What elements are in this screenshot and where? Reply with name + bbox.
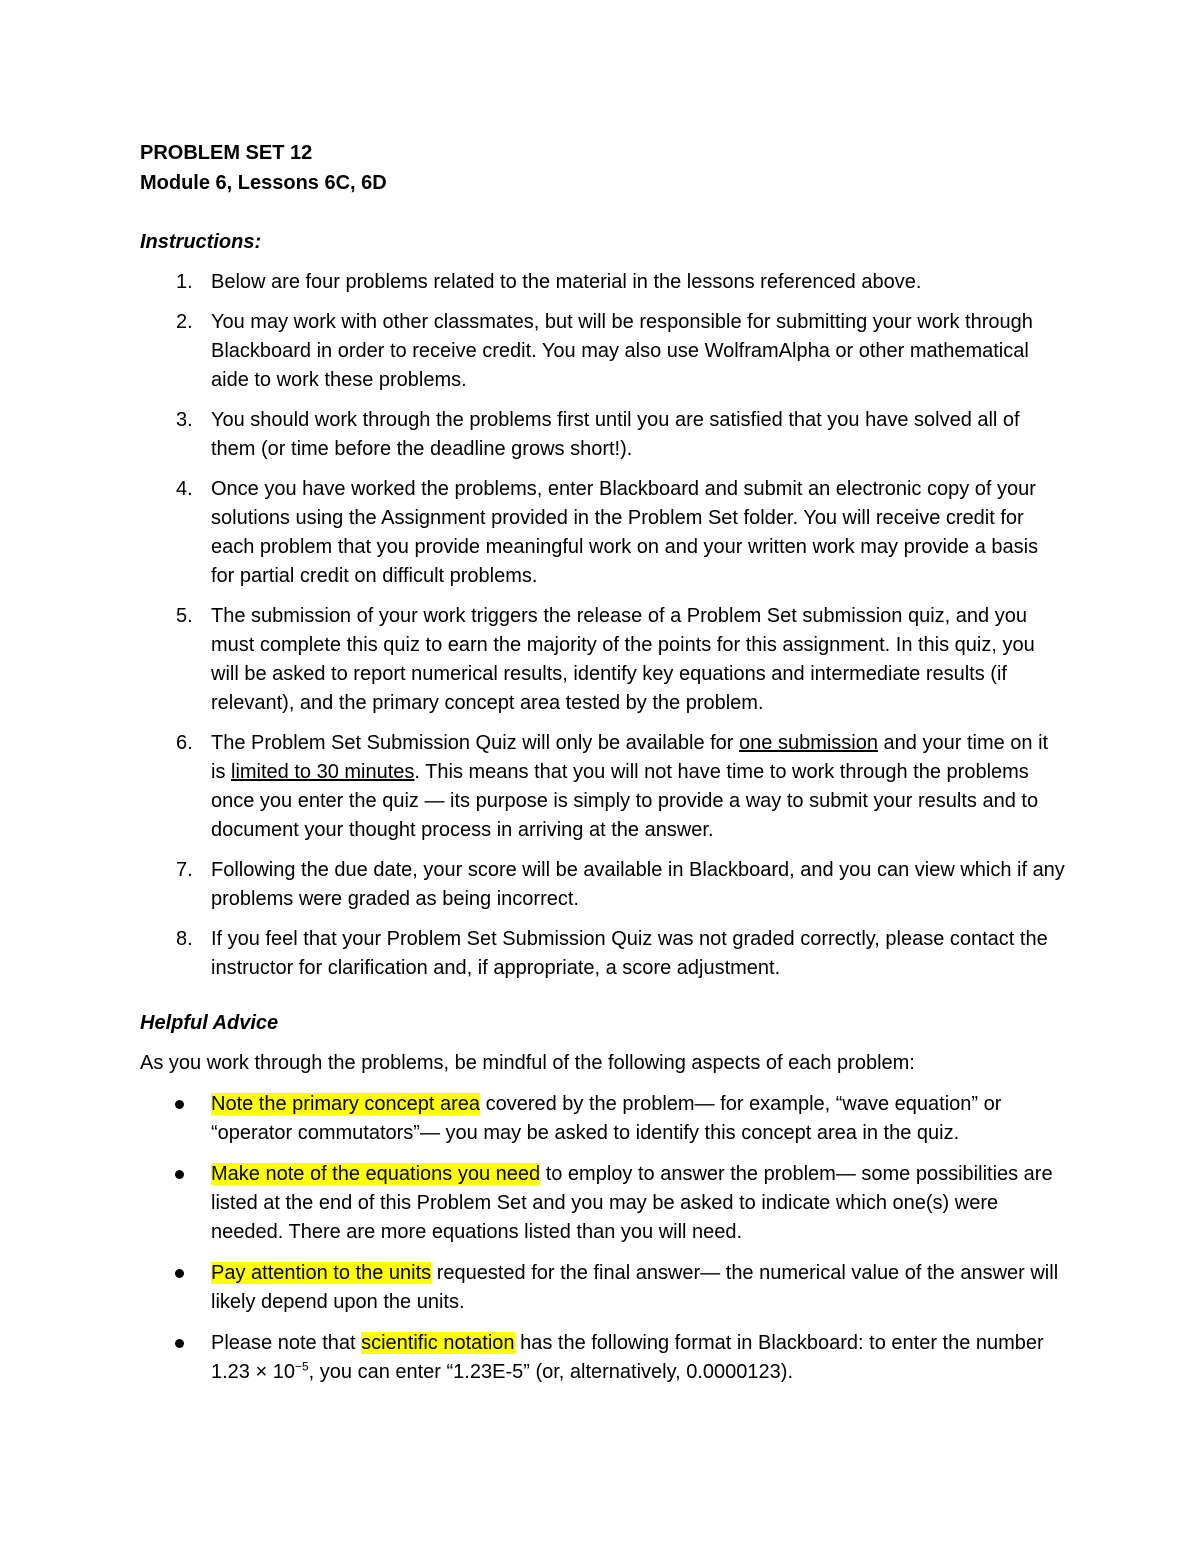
item-text: Following the due date, your score will be available in Blackboard, and you can view which if any problems were graded as being incorrect. [211,859,1065,910]
item-number: 5. [176,605,193,627]
list-item [140,1329,1065,1387]
list-item [140,1090,1065,1148]
list-item [140,308,1065,395]
item-text: requested for the final answer— the numerical value of the answer will likely depend upon the units. [211,1262,1059,1313]
item-text: Below are four problems related to the material in the lessons referenced above. [211,271,922,293]
item-text-part: Please note that [211,1332,362,1354]
item-text-part: . This means that you will not have time to work through the problems once you enter the quiz — its purpose is simply to provide a way to submit your results and to document your thought process in arriving at the answer. [211,761,1039,841]
highlighted-text: scientific notation [361,1332,515,1354]
item-text: covered by the problem— for example, “wave equation” or “operator commutators”— you may be asked to identify this concept area in the quiz. [211,1093,1002,1144]
item-text: Once you have worked the problems, enter Blackboard and submit an electronic copy of your solutions using the Assignment provided in the Problem Set folder. You will receive credit for each problem that you provide meaningful work on and your written work may provide a basis for partial credit on difficult problems. [211,478,1039,587]
item-text: If you feel that your Problem Set Submission Quiz was not graded correctly, please contact the instructor for clarification and, if appropriate, a score adjustment. [211,928,1048,979]
item-number: 8. [176,928,193,950]
item-text: You should work through the problems first until you are satisfied that you have solved all of them (or time before the deadline grows short!). [211,409,1020,460]
bullet-icon [175,1269,184,1278]
page-title: PROBLEM SET 12 [140,142,313,164]
bullet-icon [175,1170,184,1179]
list-item [140,475,1065,591]
highlighted-text: Pay attention to the units [211,1262,432,1284]
list-item [140,1259,1065,1317]
document-page [140,138,1065,1399]
underlined-text: one submission [739,732,878,754]
underlined-text: limited to 30 minutes [231,761,415,783]
item-number: 4. [176,478,193,500]
list-item [140,406,1065,464]
page-subtitle: Module 6, Lessons 6C, 6D [140,172,387,194]
list-item [140,729,1065,845]
title-block [140,138,1065,198]
list-item [140,1160,1065,1247]
item-text-part: The Problem Set Submission Quiz will only be available for [211,732,740,754]
instructions-heading: Instructions: [140,231,262,253]
list-item [140,856,1065,914]
item-number: 3. [176,409,193,431]
advice-intro: As you work through the problems, be mindful of the following aspects of each problem: [140,1052,915,1074]
item-text-part: has the following format in Blackboard: to enter the number 1.23 × 10 [211,1332,1044,1383]
item-text-part: , you can enter “1.23E-5” (or, alternatively, 0.0000123). [308,1361,794,1383]
list-item [140,268,1065,297]
list-item [140,602,1065,718]
instructions-list [140,268,1065,983]
item-text: to employ to answer the problem— some possibilities are listed at the end of this Problem Set and you may be asked to indicate which one(s) were needed. There are more equations listed than you will need. [211,1163,1053,1243]
item-text: You may work with other classmates, but will be responsible for submitting your work through Blackboard in order to receive credit. You may also use WolframAlpha or other mathematical aide to work these problems. [211,311,1033,391]
item-number: 7. [176,859,193,881]
item-text-part: and your time on it is [211,732,1049,783]
highlighted-text: Note the primary concept area [211,1093,481,1115]
advice-list [140,1090,1065,1387]
item-text: The submission of your work triggers the release of a Problem Set submission quiz, and you must complete this quiz to earn the majority of the points for this assignment. In this quiz, you will be asked to report numerical results, identify key equations and intermediate results (if relevant), and the primary concept area tested by the problem. [211,605,1035,714]
bullet-icon [175,1100,184,1109]
item-number: 1. [176,271,193,293]
item-number: 2. [176,311,193,333]
advice-heading: Helpful Advice [140,1012,279,1034]
highlighted-text: Make note of the equations you need [211,1163,541,1185]
list-item [140,925,1065,983]
bullet-icon [175,1339,184,1348]
item-number: 6. [176,732,193,754]
exponent: −5 [294,1359,309,1374]
